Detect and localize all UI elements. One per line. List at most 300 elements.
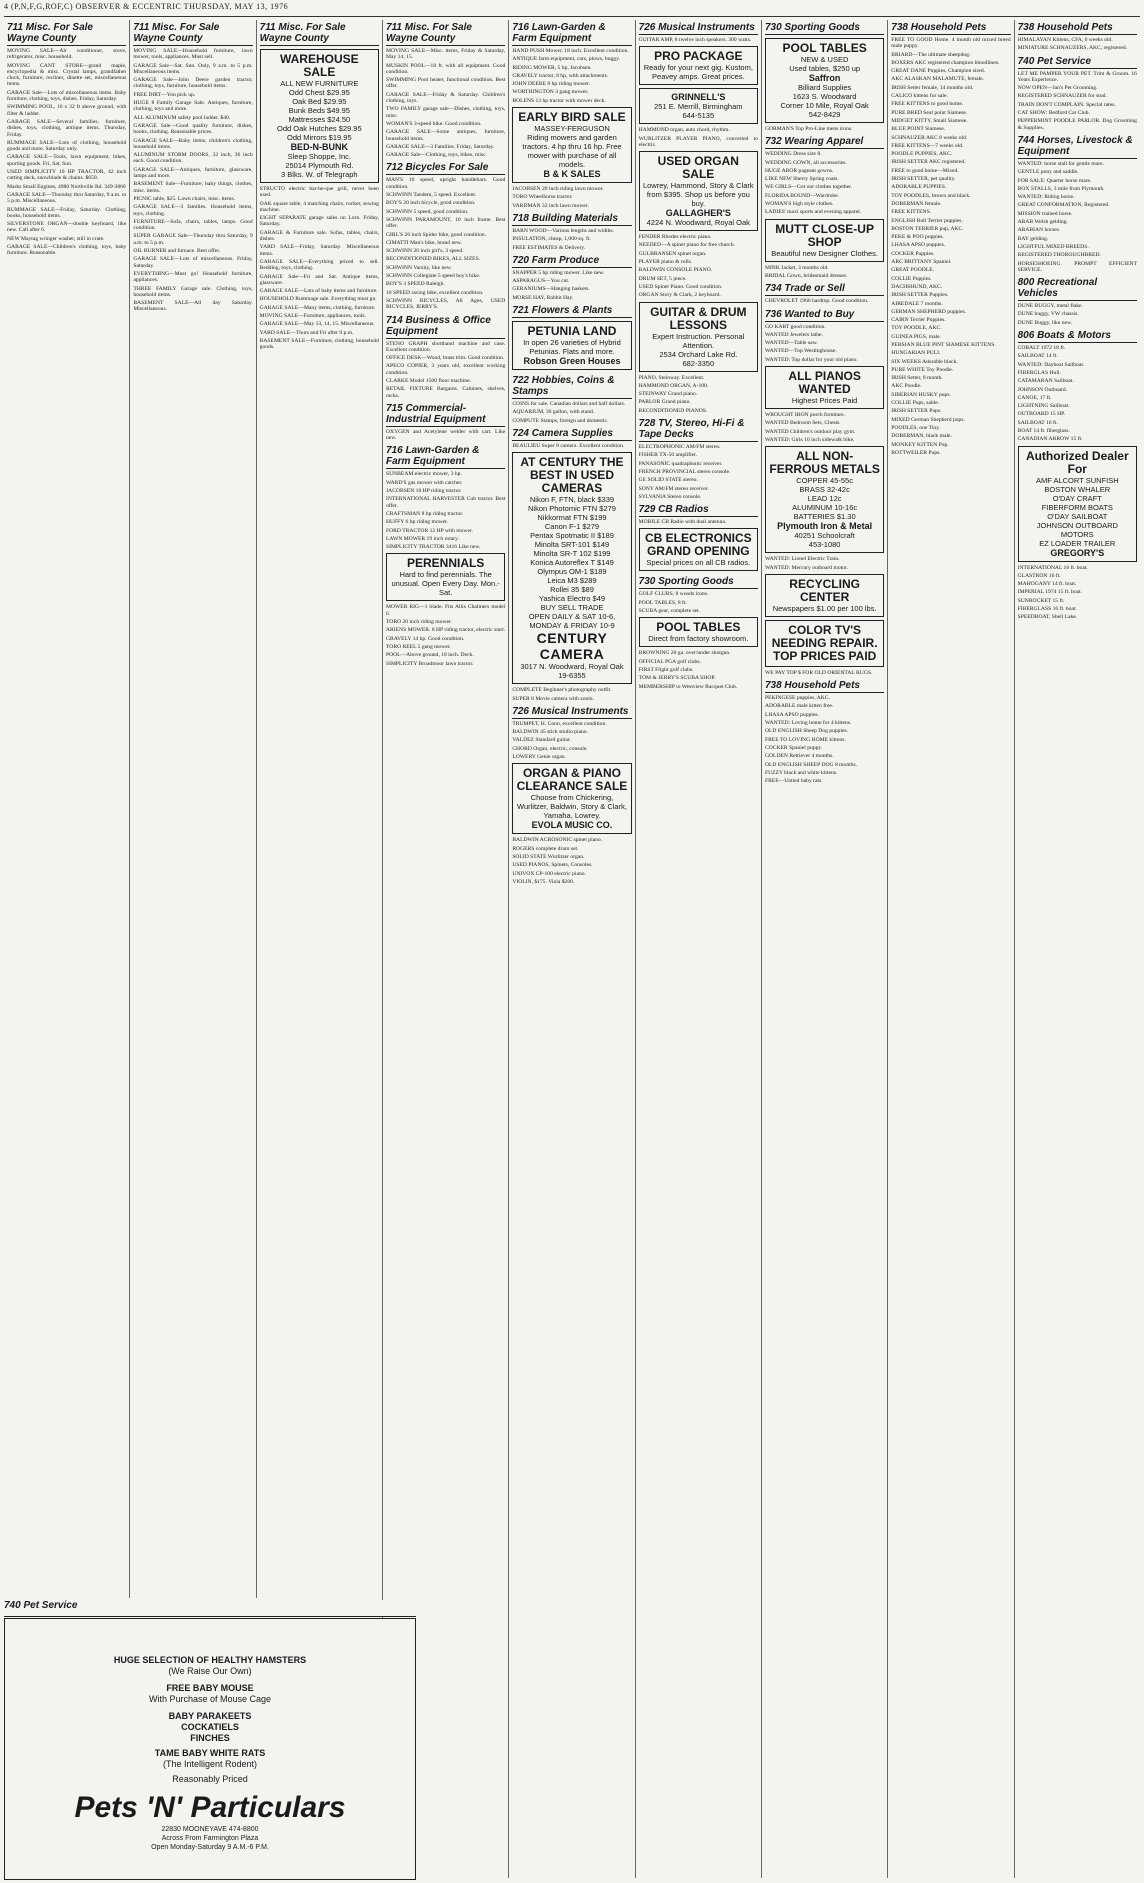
classified-ad: FIBERGLASS 16 ft. boat. [1017,606,1077,613]
classified-ad: GARAGE Sale—John Deere garden tractor, clothing, toys, furniture, household items. [133,77,253,90]
classified-ad: TOY POODLE, AKC. [891,325,942,332]
classified-ad: GULBRANSEN spinet organ. [638,250,707,257]
column-2 [130,20,256,1598]
section-header: 734 Trade or Sell [765,281,884,296]
display-ad-item: Yashica Electro $49 [538,594,606,604]
display-ad-organ [512,763,631,834]
classified-ad: SNAPPER 5 hp riding mower. Like new. [512,269,605,276]
display-ad-item: LEAD 12c [807,494,842,504]
classified-ad: MOVING SALE—Misc. items, Friday & Saturday, May 14, 15. [385,48,506,61]
classified-ad: FREE KITTENS. [891,209,932,216]
classified-ad: ALUMINUM STORM DOORS, 32 inch, 36 inch each. Good condition. [133,152,253,165]
classified-ad: POODLES, one Tiny. [891,424,941,431]
display-ad-text: Hard to find perennials. The unusual. Open Every Day. Mon.-Sat. [391,570,500,598]
classified-ad: ADORABLE PUPPIES. [891,184,947,191]
display-ad-item: Canon F-1 $279 [544,522,600,532]
classified-ad: GARAGE Sale—Lots of miscellaneous items. Baby furniture, clothing, toys, dishes. Friday, Saturday. [7,89,127,103]
classified-ad: PLAYER piano & rolls. [638,259,693,266]
classified-ad: FREE to good home—Mixed. [891,167,959,174]
classified-ad: PERSIAN BLUE PINT SIAMESE KITTENS. [891,341,996,348]
classified-ad: FENDER Rhodes electric piano. [638,234,712,241]
classified-ad: POOL TABLES, 8 ft. [638,599,687,606]
display-ad-warehouse [260,49,379,183]
classified-ad: GARAGE SALE—Several families, furniture, dishes, toys, clothing, antique items. Thursday, Friday. [7,118,127,138]
display-ad-text: Expert Instruction. Personal Attention. [652,331,745,350]
classified-ad: WANTED: Riding horse. [1017,194,1075,201]
classified-ad: COINS for sale. Canadian dollars and half dollars. [512,401,626,408]
pets-n-particulars-ad [4,1618,416,1880]
classified-ad: SCHWINN Varsity, like new. [385,264,452,271]
classified-ad: PURE BRED Seal point Siamese. [891,109,968,116]
classified-ad: JACOBSEN 20 inch riding lawn mower. [512,186,604,193]
classified-ad: WEDDING Dress size 8. [764,151,822,158]
classified-ad: BOAT 14 ft. fiberglass. [1017,427,1070,434]
pets-ad-address: Across From Farmington Plaza [161,1835,259,1842]
classified-ad: COMPLETE Beginner's photography outfit. [512,687,612,694]
classified-ad: SAILBOAT 16 ft. [1017,419,1058,426]
classified-ad: LIKE NEW Sherry Spring coats. [764,176,839,183]
classified-ad: EIGHT SEPARATE garage sales on Lorn. Friday, Saturday. [259,215,379,228]
classified-ad: JOHNSON Outboard. [1017,386,1068,393]
classified-ad: GENTLE pony and saddle. [1017,169,1079,176]
classified-ad: OFFICE DESK—Wood, brass trim. Good condition. [385,355,505,362]
section-header: 722 Hobbies, Coins & Stamps [512,373,631,399]
classified-ad: FREE KITTENS—7 weeks old. [891,142,964,149]
classified-ad: SCHWINN 5 speed, good condition. [385,208,469,215]
classified-ad: COLLIE Puppies. [891,275,932,282]
classified-ad: CAIRN Terrier Puppies. [891,317,946,324]
display-ad-phone: 644-5135 [682,111,715,121]
display-ad-camera [512,452,631,684]
section-header: 744 Horses, Livestock & Equipment [1018,133,1137,159]
classified-ad: GARAGE Sale—Clothing, toys, bikes, misc. [385,152,487,159]
classified-ad: PURE WHITE Toy Poodle. [891,366,954,373]
display-ad-item: Minolta SRT-101 $149 [534,540,610,550]
classified-ad: TORO REEL 5 gang mower. [385,643,451,650]
section-header: 730 Sporting Goods [639,574,758,589]
classified-ad: LHASA APSO puppies. [764,711,819,718]
classified-ad: HIMALAYAN Kittens, CFA, 6 weeks old. [1017,37,1113,43]
display-ad-phone: 19-6355 [558,671,586,681]
display-ad-addr: 1623 S. Woodward [792,92,857,101]
classified-ad: PEKE & POO puppies. [891,234,944,241]
classified-ad: FISHER TX-50 amplifier. [638,452,698,459]
display-ad-recycling [765,574,884,617]
pets-ad-logo: Pets 'N' Particulars [74,1791,346,1824]
classified-ad: GRAVELY tractor, 8 hp, with attachments. [512,72,609,79]
classified-ad: LHASA APSO puppies. [891,242,946,249]
classified-ad: THREE FAMILY Garage sale. Clothing, toys, household items. [133,285,253,298]
pets-ad-address: 22830 MOONEYAVE 474-8800 [161,1826,259,1833]
classified-ad: STRUCTO electric bar-be-que grill, never been used. [259,186,379,199]
classified-ad: PARLOR Grand piano. [638,399,691,406]
classified-ad: ADORABLE male kitten free. [764,703,834,710]
classified-ad: OAK square table, 4 matching chairs, rocker, sewing machine. [259,200,379,213]
classified-ad: RECONDITIONED BIKES, ALL SIZES. [385,256,481,263]
classified-ad: GREAT POODLE. [891,267,935,274]
classified-ad: AIREDALE 7 months. [891,300,943,307]
display-ad-text: Riding mowers and garden tractors. 4 hp thru 16 hp. Free mower with purchase of all models. [522,133,622,170]
classified-ad: ALL ALUMINUM safety pool ladder. $40. [133,114,231,121]
display-ad-title: RECYCLING CENTER [789,576,860,604]
classified-ad: GERMAN SHEPHERD puppies. [891,308,967,315]
display-ad-addr: 25014 Plymouth Rd. [285,161,354,170]
section-header: 738 Household Pets [891,20,1010,35]
classified-ad: SIX WEEKS Adorable black. [891,358,958,365]
display-ad-item: JOHNSON OUTBOARD MOTORS [1036,520,1118,539]
section-header: 711 Misc. For Sale Wayne County [260,20,379,46]
classified-ad: BRIDAL Gown, bridesmaid dresses. [764,272,848,279]
classified-ad: BOY'S 20 inch bicycle, good condition. [385,200,476,207]
classified-ad: HUGE 8 Family Garage Sale. Antiques, furniture, clothing, toys and more. [133,100,253,113]
classified-ad: JACOBSEN 10 HP riding tractor. [385,488,462,495]
section-header: 728 TV, Stereo, Hi-Fi & Tape Decks [639,416,758,442]
display-ad-addr: 4224 N. Woodward, Royal Oak [646,218,750,228]
section-header: 726 Musical Instruments [639,20,758,35]
classified-ad: BARN WOOD—Various lengths and widths. [512,227,614,234]
display-ad-grinnell [639,88,758,124]
classified-ad: MOWER RIG—1 blade. Fits Allis Chalmers model 6. [385,604,506,617]
classified-ad: MOVING SALE—Air conditioner, stove, refrigerator, misc. household. [7,48,127,61]
classified-ad: ASPARAGUS—You cut. [512,278,570,285]
display-ad-petunia [512,321,631,370]
classified-ad: MOBILE CB Radio with dual antenna. [638,519,727,526]
display-ad-dealer [1018,446,1137,562]
display-ad-text: Highest Prices Paid [791,396,858,406]
classified-ad: WANTED Jewelers lathe. [764,331,823,338]
classified-ad: OLD ENGLISH SHEEP DOG 8 months. [764,761,858,768]
classified-ad: COMPUTE Stamps, foreign and domestic. [512,417,609,424]
display-ad-text: Ready for your next gig. Kustom, Peavey amps. Great prices. [643,63,753,82]
pets-ad-line: (The Intelligent Rodent) [162,1759,258,1769]
classified-ad: SCHWINN PARAMOUNT, 10 inch frame. Best offer. [385,216,506,230]
display-ad-usedorgan [639,151,758,231]
display-ad-phone: 682-3350 [682,358,715,368]
classified-ad: FREE—Untied baby rats. [764,778,823,785]
classified-ad: AQUARIUM, 30 gallon, with stand. [512,409,595,416]
display-ad-hours: OPEN DAILY & SAT 10-6, MONDAY & FRIDAY 10-9 [528,612,616,631]
display-ad-colortv [765,620,884,667]
section-header: 711 Misc. For Sale Wayne County [386,20,505,46]
classified-ad: TRUMPET, H. Conn, excellent condition. [512,720,607,727]
classified-ad: BOSTON TERRIER pup, AKC. [891,225,964,232]
classified-ad: GARAGE SALE—Lots of baby items and furniture. [259,288,378,295]
classified-ad: TWO FAMILY garage sale—Dishes, clothing, toys, misc. [385,106,506,119]
classified-ad: GARAGE & Furniture sale. Sofas, tables, chairs, dishes. [259,229,379,243]
classified-ad: BALDWIN ACROSONIC spinet piano. [512,837,603,844]
classified-ad: BOX STALLS, 3 mile from Plymouth. [1017,185,1105,192]
pets-ad-line: Reasonably Priced [172,1774,248,1784]
classified-ad: GO KART good condition. [764,323,826,330]
display-ad-item: AMF ALCORT SUNFISH [1035,475,1119,485]
display-ad-item: Minolta SR-T 102 $199 [533,549,611,559]
classified-ad: DUNE BUGGY, metal flake. [1017,303,1083,310]
classified-ad: CALICO kittens for sale. [891,93,948,100]
classified-ad: SCHWINN 26 inch girl's, 3 speed. [385,248,464,255]
display-ad-sub: NEW & USED [800,55,849,64]
display-ad-item: O'DAY SAILBOAT [1047,511,1108,521]
classified-ad: GUINEA PIGS, male. [891,333,942,340]
classified-ad: ANTIQUE farm equipment, cars, plows, buggy. [512,56,620,63]
classified-ad: STEINWAY Grand piano. [638,391,698,398]
section-header: 740 Pet Service [1018,54,1137,69]
classified-ad: SUNROCKET 15 ft. [1017,597,1065,604]
display-ad-title: CB ELECTRONICS GRAND OPENING [644,531,752,559]
classified-ad: WANTED: Lionel Electric Train. [764,556,840,563]
classified-ad: ARAB Welsh gelding. [1017,219,1068,226]
classified-ad: FREE ESTIMATES & Delivery. [512,244,586,251]
classified-ad: OXYGEN and Acetylene welder with cart. Like new. [385,428,506,442]
classified-ad: SUPER 8 Movie camera with zoom. [512,695,595,702]
section-header: 716 Lawn-Garden & Farm Equipment [386,443,505,469]
classified-ad: USED PIANOS, Spinets, Consoles. [512,862,593,869]
classified-ad: DUNE Buggy, like new. [1017,319,1073,326]
display-ad-mutt [765,219,884,262]
display-ad-title: PERENNIALS [406,556,485,571]
classified-ad: HUNGARIAN PULI. [891,350,941,357]
classified-ad: ARC BRITTANY Spaniel. [891,259,952,266]
classified-ad: GARAGE Sale—Fri and Sat. Antique items, glassware. [259,273,379,286]
classified-ad: TORO 20 inch riding mower. [385,619,452,626]
display-ad-name: B & K SALES [543,169,601,180]
classified-ad: CATAMARAN Sailboat. [1017,378,1074,385]
classified-ad: MAHOGANY 14 ft. boat. [1017,581,1077,588]
pet-service-header: 740 Pet Service [4,1600,416,1617]
classified-ad: CHEVROLET 1966 hardtop. Good condition. [764,298,869,305]
classified-ad: MIDGET KITTY, Small Siamese. [891,117,968,124]
classified-ad: SOLID STATE Wurlitzer organ. [512,853,585,860]
classified-ad: HORSESHOEING. PROMPT EFFICIENT SERVICE. [1017,260,1137,273]
pets-ad-line: With Purchase of Mouse Cage [148,1694,272,1704]
classified-ad: OLD ENGLISH Sheep Dog puppies. [764,728,849,735]
display-ad-item: BOSTON WHALER [1044,484,1111,494]
classified-ad: PANASONIC quadraphonic receiver. [638,460,723,467]
column-9 [1015,20,1140,1878]
display-ad-item: Nikon F, FTN, black $339 [529,495,615,505]
classified-ad: POODLE PUPPIES, AKC. [891,151,953,158]
classified-ad: IRISH SETTER Pups. [891,408,942,415]
display-ad-title: ORGAN & PIANO CLEARANCE SALE [516,766,628,794]
classified-ad: EVERYTHING—Must go! Household furniture, appliances. [133,270,253,284]
classified-ad: BALDWIN 45 stick studio piano. [512,729,588,736]
classified-ad: FREE TO LOVING HOME kittens. [764,736,846,743]
display-ad-title: GUITAR & DRUM LESSONS [650,304,747,332]
classified-ad: BASEMENT SALE—Furniture, clothing, household goods. [259,337,379,351]
classified-ad: WOMAN'S high style clothes. [764,201,834,208]
classified-ad: WORTHINGTON 3 gang mower. [512,89,589,96]
classified-ad: TORO Wheelhorse tractor. [512,194,573,201]
display-ad-item: Leica M3 $289 [547,576,597,586]
display-ad-text: Choose from Chickering, Wurlitzer, Baldwin, Story & Clark, Yamaha, Lowrey. [517,793,627,821]
classified-ad: BOLENS 13 hp tractor with mower deck. [512,97,606,104]
classified-ad: IRISH Setter, 8 month. [891,375,943,382]
classified-ad: FUZZY black and white kittens. [764,769,838,776]
display-ad-item: Olympus OM-1 $189 [537,567,607,577]
display-ad-name: GREGORY'S [1050,547,1105,558]
classified-ad: CANOE, 17 ft. [1017,394,1052,401]
classified-ad: CLARKE Model 1500 floor machine. [385,377,471,384]
display-ad-item: FIBERFORM BOATS [1041,502,1113,512]
section-header: 738 Household Pets [1018,20,1137,35]
classified-ad: VARDMAN 32 inch lawn mower. [512,202,589,209]
section-header: 726 Musical Instruments [512,704,631,719]
classified-ad: AKC ALASKAN MALAMUTE, female. [891,76,985,83]
classified-ad: OFFICIAL PGA golf clubs. [638,658,701,665]
classified-ad: YARD SALE—Friday, Saturday. Miscellaneous items. [259,244,379,257]
section-header: 732 Wearing Apparel [765,134,884,149]
section-header: 729 CB Radios [639,502,758,517]
classified-ad: CRAFTSMAN 8 hp riding tractor. [385,510,464,517]
classified-ad: USED SIMPLICITY 10 HP TRACTOR, 42 inch cutting deck, snowblade & chains. $650. [7,169,127,182]
section-header: 711 Misc. For Sale Wayne County [7,20,126,46]
display-ad-title: POOL TABLES [656,620,741,635]
classified-ad: FORD TRACTOR 12 HP with mower. [385,527,473,534]
display-ad-sub2: Billiard Supplies [797,83,852,92]
classified-ad: GREAT DANE Puppies, Champion sired. [891,68,986,75]
classified-ad: OUTBOARD 15 HP. [1017,411,1066,418]
section-header: 738 Household Pets [765,678,884,693]
classified-ad: WE PAY TOP $ FOR OLD ORIENTAL RUGS. [764,669,873,676]
classified-ad: NOW OPEN—Jan's Pet Grooming. [1017,85,1098,92]
section-header: 800 Recreational Vehicles [1018,275,1137,301]
display-ad-text: In open 26 varieties of Hybrid Petunias. Flats and more. [523,338,621,357]
display-ad-pianos [765,366,884,409]
section-header: 718 Building Materials [512,211,631,226]
display-ad-pooltables [639,617,758,647]
classified-ad: TRAIN DON'T COMPLAIN. Special rates. [1017,101,1116,108]
display-ad-title: MUTT CLOSE-UP SHOP [775,221,874,249]
display-ad-dir: Corner 10 Mile, Royal Oak [780,101,869,110]
classified-ad: VIOLIN, $175. Viola $200. [512,878,575,885]
classified-ad: SCHWINN Collegiate 5 speed boy's bike. [385,273,481,280]
section-header: 721 Flowers & Plants [512,303,631,318]
classified-ad: LADIES' maxi sports and evening apparel. [764,209,862,216]
display-ad-name: Saffron [808,73,841,83]
display-ad-addr: 40251 Schoolcraft [794,531,855,541]
display-ad-title: POOL TABLES [782,41,867,55]
classified-ad: GARAGE SALE—Friday & Saturday. Children's clothing, toys. [385,91,506,105]
classified-ad: GERANIUMS—Hanging baskets. [512,286,590,293]
display-ad-propackage [639,46,758,85]
section-header: 720 Farm Produce [512,253,631,268]
classified-ad: SUPER GARAGE Sale—Thursday thru Saturday, 9 a.m. to 5 p.m. [133,233,253,246]
classified-ad: SIMPLICITY Broadmoor lawn tractor. [385,660,474,667]
classified-ad: ELECTROPHONIC AM/FM stereo. [638,444,721,451]
display-ad-dir: 3 Blks. W. of Telegraph [281,170,358,179]
classified-ad: SWIMMING Pool heater, functional condition. Best offer. [385,77,506,90]
display-ad-item: O'DAY CRAFT [1052,493,1102,503]
pets-ad-line: BABY PARAKEETS [168,1711,252,1721]
display-ad-item: Odd Oak Hutches $29.95 [277,124,362,133]
pets-ad-line: FREE BABY MOUSE [166,1683,254,1693]
classified-ad: OIL BURNER and furnace. Best offer. [133,248,221,255]
classified-ad: RETAIL FIXTURE Bargains. Cabinets, shelves, racks. [385,386,506,399]
classified-ad: BROWNING 20 ga. over/under shotgun. [638,650,731,657]
classified-ad: SAILBOAT 14 ft. [1017,353,1058,360]
classified-ad: GARAGE SALE—Thursday thru Saturday, 9 a.m. to 5 p.m. Miscellaneous. [7,191,127,205]
section-header: 711 Misc. For Sale Wayne County [133,20,252,46]
classified-ad: BALDWIN CONSOLE PIANO. [638,267,713,274]
classified-ad: ORGAN Story & Clark, 2 keyboard. [638,292,721,299]
classified-ad: GOLDEN Retriever 4 months. [764,753,834,760]
classified-ad: PEPPERMINT POODLE PARLOR. Dog Grooming & Supplies. [1017,118,1137,131]
classified-ad: SYLVANIA Stereo console. [638,493,702,500]
classified-ad: CHORD Organ, electric, console. [512,745,588,752]
classified-ad: BLUE POINT Siamese. [891,126,946,133]
display-ad-name: Robson Green Houses [523,356,621,367]
classified-ad: CANADIAN ARROW 15 ft. [1017,436,1083,443]
display-ad-item: Rollei 35 $89 [550,585,594,595]
column-8 [888,20,1014,1878]
display-ad-title: ALL NON-FERROUS METALS [769,449,880,477]
classified-ad: BAY gelding. [1017,235,1049,242]
classified-ad: INSULATION, cheap, 1,000 sq. ft. [512,236,591,243]
pets-ad-line: (We Raise Our Own) [168,1666,252,1676]
classified-ad: GARAGE SALE—May 13, 14, 15. Miscellaneous. [259,321,375,328]
display-ad-sub: ALL NEW FURNITURE [280,79,359,88]
display-ad-item: Konica Autoreflex T $149 [530,558,614,568]
classified-ad: MAN'S 10 speed, upright handlebars. Good condition. [385,177,506,190]
classified-ad: LOWERY Genie organ. [512,754,566,761]
classified-ad: BEAULIEU Super 8 camera. Excellent condition. [512,442,625,449]
display-ad-addr: 3017 N. Woodward, Royal Oak [520,662,624,672]
classified-ad: GARAGE SALE—Many items, clothing, furniture. [259,304,376,311]
display-ad-item: Bunk Beds $49.95 [288,106,350,115]
classified-ad: DOBERMAN, black male. [891,433,952,440]
classified-ad: WEDDING GOWN, all accessories. [764,159,847,166]
classified-ad: IRISH Setter female, 14 months old. [891,84,974,91]
pets-ad-line: FINCHES [190,1733,230,1743]
display-ad-text: Direct from factory showroom. [648,634,749,644]
classified-ad: ARABIAN horses. [1017,227,1061,234]
classified-ad: DOBERMAN female. [891,200,942,207]
classified-ad: WURLITZER PLAYER PIANO, converted to electric. [638,135,758,148]
classified-ad: DRUM SET, 5 piece. [638,275,687,282]
classified-ad: WANTED: Mercury outboard motor. [764,564,848,571]
classified-ad: FIRST Flight golf clubs. [638,666,694,673]
classified-ad: NEEDED—A spinet piano for free church. [638,242,735,249]
classified-ad: GARAGE SALE—Children's clothing, toys, baby furniture. Reasonable. [7,244,127,257]
classified-ad: YARD SALE—Thurs and Fri after 9 p.m. [259,329,354,336]
classified-ad: FOR SALE: Quarter horse mare. [1017,177,1092,184]
display-ad-item: ALUMINUM 10-16c [792,503,858,513]
classified-ad: WANTED: Top dollar for your old piano. [764,356,858,363]
classified-ad: SCHNAUZER AKC 8 weeks old. [891,134,968,141]
classified-ad: RIDING MOWER, 5 hp, Jacobsen. [512,64,592,71]
classified-ad: SIMPLICITY TRACTOR 3416 Like new. [385,544,481,551]
classified-ad: BRIARD—The ultimate sheepdog. [891,51,971,58]
display-ad-addr: 2534 Orchard Lake Rd. [659,349,738,359]
display-ad-title: ALL PIANOS WANTED [788,369,861,397]
classified-ad: FURNITURE—Sofa, chairs, tables, lamps. Good condition. [133,218,253,232]
display-ad-perennials [386,553,505,601]
classified-ad: GARAGE SALE—Everything priced to sell. Bedding, toys, clothing. [259,258,379,272]
classified-ad: LAWN MOWER 19 inch rotary. [385,535,459,542]
classified-ad: FIBERGLAS Hull. [1017,369,1061,376]
classified-ad: FREE KITTENS to good home. [891,101,964,108]
display-ad-earlybird [512,107,631,183]
classified-ad: MEMBERSHIP to Westview Racquet Club. [638,683,738,690]
column-5 [509,20,635,1878]
classified-ad: CAT SHOW: Bedford Cat Club. [1017,110,1090,117]
classified-ad: GRAVELY 14 hp. Good condition. [385,635,465,642]
classified-ad: WARD'S gas mower with catcher. [385,479,463,486]
display-ad-title: PETUNIA LAND [527,324,617,339]
classified-ad: NEW Maytag wringer washer, still in crate. [7,235,105,242]
classified-ad: BASEMENT SALE—All day Saturday. Miscellaneous. [133,300,253,313]
classified-ad: CIMATTI Man's bike, brand new. [385,239,462,246]
display-ad-tag: BUY SELL TRADE [540,603,604,613]
